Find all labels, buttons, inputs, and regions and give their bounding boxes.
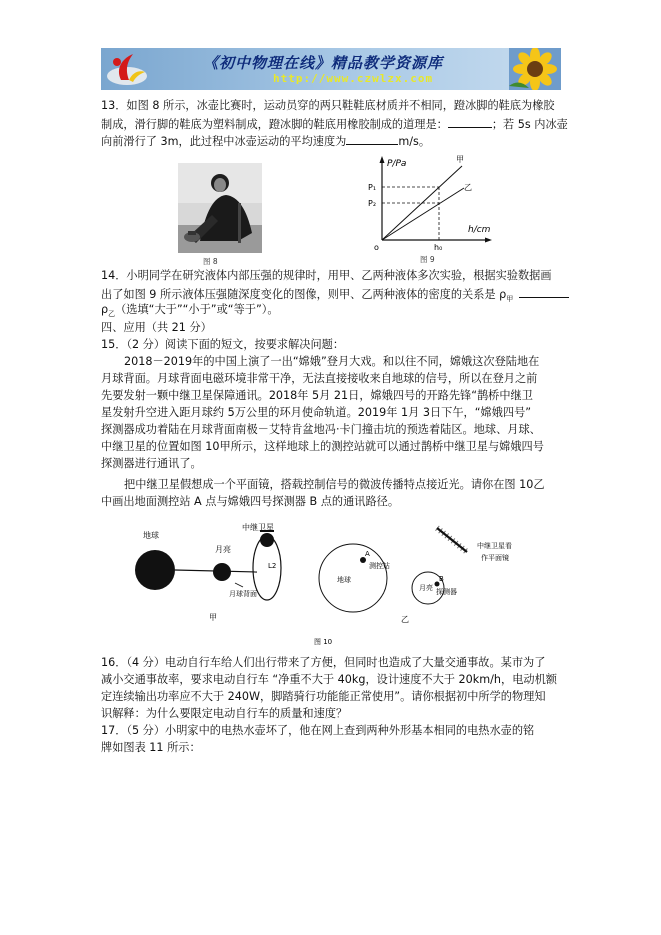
q13-line2-text: 制成，滑行脚的鞋底为塑料制成，蹬冰脚的鞋底用橡胶制成的道理是： xyxy=(101,118,448,131)
q14-rho: ρ xyxy=(101,303,109,316)
fig9-jia-label: 甲 xyxy=(456,155,464,164)
q15-p5: 探测器成功着陆在月球背面南极－艾特肯盆地冯·卡门撞击坑的预选着陆区。地球、月球、 xyxy=(101,423,541,436)
fig9-y-label: P/Pa xyxy=(387,159,407,169)
fig10-relay-label: 中继卫星 xyxy=(242,523,274,532)
q16-line2: 减小交通事故率，要求电动自行车 “净重不大于 40kg，设计速度不大于 20km/h，电动机额 xyxy=(101,673,557,686)
q14-rho-yi-sub: 乙 xyxy=(108,310,116,319)
fig10-moon-label: 月亮 xyxy=(215,545,231,554)
fig10-station-label: 测控站 xyxy=(369,562,390,570)
fig9-line-yi xyxy=(382,188,464,240)
fig10-moon-label-2: 月亮 xyxy=(419,584,433,592)
fig10-point-a: A xyxy=(365,550,370,558)
q15-p1: 2018－2019年的中国上演了一出“嫦娥”登月大戏。和以往不同，嫦娥这次登陆地在 xyxy=(124,355,540,368)
q13-line2-tail: ；若 5s 内冰壶 xyxy=(491,118,568,131)
fig10-l2-label: L2 xyxy=(268,562,277,570)
q13-line2 xyxy=(101,115,568,133)
q15-line1: 15．（2 分）阅读下面的短文，按要求解决问题： xyxy=(101,338,345,351)
fig10-sub-jia: 甲 xyxy=(209,613,217,622)
q13-blank-1[interactable] xyxy=(448,115,492,128)
banner-title: 《初中物理在线》精品教学资源库 xyxy=(203,54,444,72)
q14-blank[interactable] xyxy=(519,285,569,298)
fig9-pressure-graph xyxy=(360,152,500,254)
q13-line1: 13．如图 8 所示，冰壶比赛时，运动员穿的两只鞋鞋底材质并不相同，蹬冰脚的鞋底为橡胶 xyxy=(101,99,555,112)
fig10-probe-label: 探测器 xyxy=(436,588,457,596)
banner-url[interactable]: http://www.czwlzx.com xyxy=(273,72,434,85)
q14-line3-text: （选填“大于”“小于”或“等于”）。 xyxy=(115,303,279,316)
section4-heading: 四、应用（共 21 分） xyxy=(101,321,212,334)
q15-p9: 中画出地面测控站 A 点与嫦娥四号探测器 B 点的通讯路径。 xyxy=(101,495,400,508)
fig9-caption: 图 9 xyxy=(420,255,435,264)
fig9-origin-label: o xyxy=(374,243,379,252)
q16-line4: 识解释：为什么要限定电动自行车的质量和速度？ xyxy=(101,707,348,720)
q15-p2: 月球背面。月球背面电磁环境非常干净，无法直接接收来自地球的信号，所以在登月之前 xyxy=(101,372,538,385)
q15-p7: 探测器进行通讯了。 xyxy=(101,457,202,470)
sunflower-icon xyxy=(509,48,561,90)
fig10-caption: 图 10 xyxy=(314,638,333,646)
fig10-point-b: B xyxy=(439,575,444,583)
fig9-x-arrow xyxy=(485,238,492,243)
q17-line1: 17．（5 分）小明家中的电热水壶坏了，他在网上查到两种外形基本相同的电热水壶的铭 xyxy=(101,724,535,737)
q16-line1: 16．（4 分）电动自行车给人们出行带来了方便，但同时也造成了大量交通事故。某市为了 xyxy=(101,656,546,669)
q13-line3-unit: m/s。 xyxy=(398,135,431,148)
q13-blank-2[interactable] xyxy=(346,132,398,145)
fig9-yi-label: 乙 xyxy=(464,183,472,192)
fig10-diagram xyxy=(125,518,555,646)
q16-line3: 定连续输出功率应不大于 240W，脚踏骑行功能能正常使用”。请你根据初中所学的物理知 xyxy=(101,690,546,703)
q13-line3 xyxy=(101,132,430,150)
fig10-farside-pointer xyxy=(235,583,243,587)
fig9-y-arrow xyxy=(380,156,385,163)
fig10-sub-yi: 乙 xyxy=(401,615,409,624)
fig9-p1-label: P₁ xyxy=(368,183,377,192)
fig10-mirror-note-2: 作平面镜 xyxy=(481,554,509,562)
fig10-earth-outline xyxy=(319,544,387,612)
fig9-x-label: h/cm xyxy=(468,225,491,235)
fig9-p2-label: P₂ xyxy=(368,199,377,208)
q15-p6: 中继卫星的位置如图 10甲所示，这样地球上的测控站就可以通过鹊桥中继卫星与嫦娥四号 xyxy=(101,440,544,453)
q15-p3: 先要发射一颗中继卫星保障通讯。2018年 5月 21日，嫦娥四号的开路先锋“鹊桥中继卫 xyxy=(101,389,533,402)
q17-line2: 牌如图表 11 所示： xyxy=(101,741,201,754)
fig10-relay-satellite xyxy=(260,533,274,547)
q14-line1: 14．小明同学在研究液体内部压强的规律时，用甲、乙两种液体多次实验，根据实验数据画 xyxy=(101,269,552,282)
curling-photo xyxy=(178,163,262,253)
q13-line3-text: 向前滑行了 3m，此过程中冰壶运动的平均速度为 xyxy=(101,135,347,148)
fig10-mirror-note-1: 中继卫星看 xyxy=(477,542,512,550)
site-logo-icon xyxy=(105,50,149,88)
fig10-farside-label: 月球背面 xyxy=(229,590,257,598)
q15-p8: 把中继卫星假想成一个平面镜，搭载控制信号的微波传播特点接近光。请你在图 10乙 xyxy=(124,478,545,491)
fig10-moon xyxy=(213,563,231,581)
fig10-earth-label-2: 地球 xyxy=(337,576,351,584)
fig9-h0-label: h₀ xyxy=(434,243,443,252)
q14-line2-text: 出了如图 9 所示液体压强随深度变化的图像，则甲、乙两种液体的密度的关系是 ρ xyxy=(101,288,507,301)
fig10-earth-label: 地球 xyxy=(143,531,159,540)
q14-rho-jia-sub: 甲 xyxy=(506,295,514,304)
header-banner xyxy=(101,48,561,90)
fig8-caption: 图 8 xyxy=(203,257,218,266)
fig10-earth xyxy=(135,550,175,590)
q15-p4: 星发射升空进入距月球约 5万公里的环月使命轨道。2019年 1月 3日下午，“嫦娥四号” xyxy=(101,406,532,419)
